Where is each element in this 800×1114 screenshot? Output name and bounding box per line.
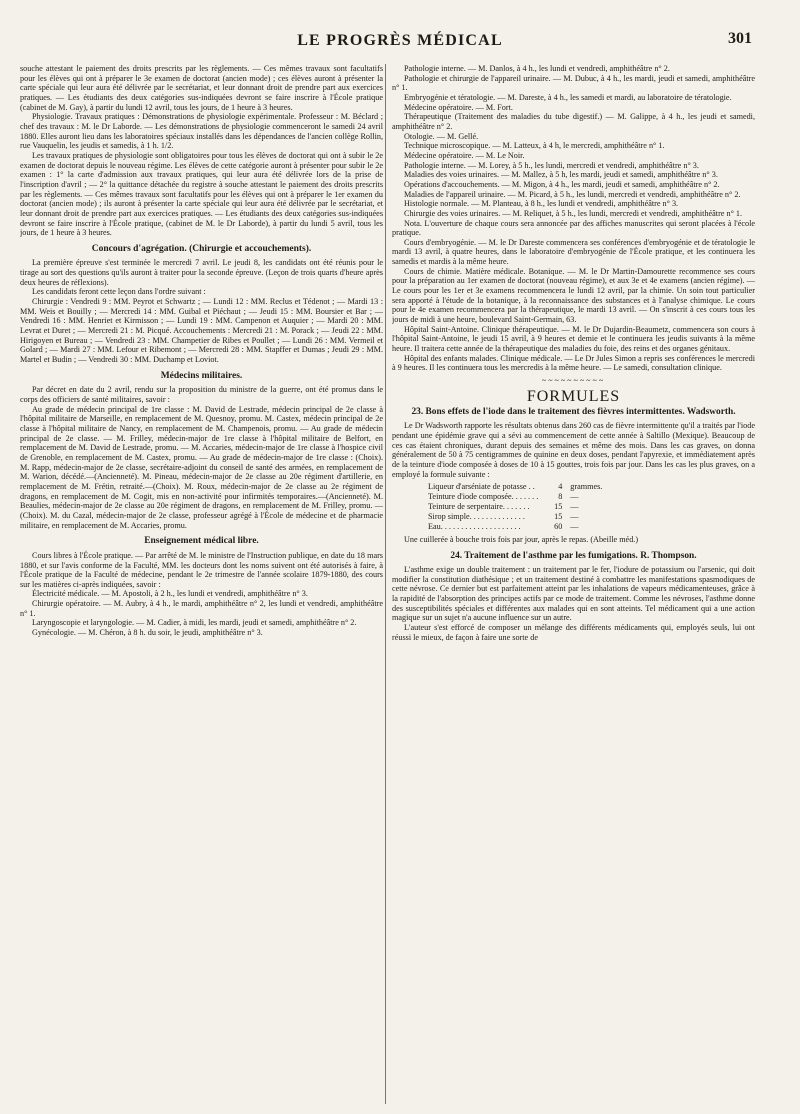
course-entry: Maladies des voies urinaires. — M. Mallez, à 5 h, les mardi, jeudi et samedi, amphithéâtre n° 3.: [404, 170, 718, 180]
article-title-24: 24. Traitement de l'asthme par les fumigations. R. Thompson.: [450, 550, 697, 561]
article-title-23: 23. Bons effets de l'iode dans le traitement des fièvres intermittentes. Wadsworth.: [411, 407, 736, 418]
course-entry: Pathologie interne. — M. Lorey, à 5 h., les lundi, mercredi et vendredi, amphithéâtre n° 3.: [404, 160, 699, 170]
recipe-item: Liqueur d'arséniate de potasse . .: [428, 482, 535, 492]
ornament-divider: ~~~~~~~~~~: [541, 376, 606, 385]
section-title-militaires: Médecins militaires.: [160, 370, 243, 381]
recipe-item: Sirop simple. . . . . . . . . . . . . .: [428, 512, 525, 522]
recipe-row: [428, 502, 608, 512]
page-number: 301: [728, 30, 752, 47]
recipe-unit: —: [570, 492, 579, 502]
recipe-qty: 8: [558, 492, 563, 502]
recipe-unit: grammes.: [570, 482, 603, 492]
paragraph: Les travaux pratiques de physiologie sont obligatoires pour tous les élèves de doctorat qui ont à subir le 2e examen de doctorat depuis le nouveau régime. Les élèves de cette catégorie auront à présenter pour subir le 2e examen : 1° la carte d'admission aux travaux pratiques, qui leur aura été délivrée lors de la prise de l'inscription d'avril ; — 2° la quittance détachée du registre à souche attestant le paiement des droits prescrits par les règlements. — Ces mêmes travaux sont facultatifs pour les élèves qui ont à préparer le 1er examen du doctorat (ancien mode) ; ils auront à présenter la carte spéciale qui leur aura été délivrée par le secrétariat, et leur donnant droit de prendre part aux exercices pratiques. — Les étudiants des deux catégories sus-indiquées devront se faire inscrire à l'École pratique, (cabinet de M. le Dr Laborde), à partir du lundi 5 avril, tous les jours, de 1 heure à 3 heures.: [20, 150, 383, 238]
paragraph: Cours libres à l'École pratique. — Par arrêté de M. le ministre de l'Instruction publique, en date du 18 mars 1880, et sur l'avis conforme de la Faculté, MM. les docteurs dont les noms suivent ont été autorisés à faire, à l'École pratique de la Faculté de médecine, pendant le 2e trimestre de l'année scolaire 1879-1880, des cours sur les matières ci-après indiquées, savoir :: [20, 550, 383, 589]
paragraph: L'asthme exige un double traitement : un traitement par le fer, l'iodure de potassium ou l'arsenic, qui doit modifier la constitution diathésique ; et un traitement destiné à combattre les manifestations spasmodiques de cette névrose. Ce dernier but est parfaitement atteint par les inhalations de vapeurs médicamenteuses, grâce à la rapidité de l'absorption des principes actifs par ce mode de traitement. Comme les névroses, l'asthme donne des susceptibilités spéciales et différentes aux malades qui en sont atteints. Tel médicament qui a une action magique sur un sujet n'a aucune influence sur un autre.: [392, 564, 755, 623]
course-entry: Technique microscopique. — M. Latteux, à 4 h, le mercredi, amphithéâtre n° 1.: [404, 141, 665, 151]
course-entry: Maladies de l'appareil urinaire. — M. Picard, à 5 h., les lundi, mercredi et vendredi, amphithéâtre n° 2.: [404, 189, 741, 199]
course-entry: Thérapeutique (Traitement des maladies du tube digestif.) — M. Galippe, à 4 h., les jeudi et samedi, amphithéâtre n° 2.: [392, 112, 755, 131]
page-header: [20, 18, 780, 58]
course-entry: Pathologie et chirurgie de l'appareil urinaire. — M. Dubuc, à 4 h., les mardi, jeudi et samedi, amphithéâtre n° 1.: [392, 73, 755, 93]
recipe-qty: 15: [554, 512, 563, 522]
recipe-row: [428, 522, 608, 532]
running-title: LE PROGRÈS MÉDICAL: [297, 32, 503, 49]
course-entry: Hôpital des enfants malades. Clinique médicale. — Le Dr Jules Simon a repris ses conférences le mercredi à 9 heures. Il les continuera tous les mercredis à la même heure. — Le samedi, consultation clinique.: [392, 353, 755, 373]
course-entry: Cours de chimie. Matière médicale. Botanique. — M. le Dr Martin-Damourette recommence ses cours pour la préparation au 1er examen de doctorat (nouveau régime), et aux 3e et 4e examens (ancien régime). — Le cours pour les 1er et 3e examens recommencera le lundi 12 avril, par la chimie. Un soin tout particulier sera apporté à l'étude de la botanique, à la reconnaissance des substances et à l'analyse chimique. Le cours pour le 4e examen recommencera par la thérapeutique, le mardi 13 avril. — On s'inscrit à ces cours tous les jours de midi à une heure, boulevard Saint-Germain, 63.: [392, 266, 755, 325]
course-entry: Opérations d'accouchements. — M. Migon, à 4 h., les mardi, jeudi et samedi, amphithéâtre n° 2.: [404, 179, 720, 189]
left-column: [20, 64, 383, 1104]
recipe-row: [428, 492, 608, 502]
section-title-formules: FORMULES: [526, 387, 621, 405]
paragraph: La première épreuve s'est terminée le mercredi 7 avril. Le jeudi 8, les candidats ont été réunis pour le tirage au sort des questions qu'ils auront à traiter pour la seconde épreuve. (Leçon de trois quarts d'heure après deux heures de réflexions).: [20, 258, 383, 287]
course-entry: Nota. L'ouverture de chaque cours sera annoncée par des affiches manuscrites qui seront placées à l'école pratique.: [392, 218, 755, 238]
section-title-enseignement-libre: Enseignement médical libre.: [144, 536, 259, 547]
recipe-qty: 15: [554, 502, 563, 512]
recipe-table: [428, 482, 608, 532]
paragraph: Électricité médicale. — M. Apostoli, à 2 h., les lundi et vendredi, amphithéâtre n° 3.: [32, 589, 308, 599]
paragraph: Le Dr Wadsworth rapporte les résultats obtenus dans 260 cas de fièvre intermittente qu'il a traités par l'iode pendant une épidémie grave qui a sévi au commencement de cette année à Saltillo (Mexique). Beaucoup de ces cas étaient chroniques, durant depuis des semaines et même des mois. Dans les cas graves, on donna généralement de 50 à 75 centigrammes de quinine en deux doses, pendant l'apyrexie, et immédiatement après de la teinture d'iode composée à doses de 10 à 15 gouttes, trois fois par jour. Dans les cas les plus graves, on a employé la formule suivante :: [392, 421, 755, 479]
paragraph: Laryngoscopie et laryngologie. — M. Cadier, à midi, les mardi, jeudi et samedi, amphithéâtre n° 2.: [32, 618, 357, 628]
course-entry: Médecine opératoire. — M. Le Noir.: [404, 150, 525, 160]
course-entry: Histologie normale. — M. Planteau, à 8 h., les lundi et vendredi, amphithéâtre n° 3.: [404, 199, 679, 209]
course-entry: Médecine opératoire. — M. Fort.: [404, 102, 513, 112]
right-column: [392, 64, 755, 1104]
section-title-agregation: Concours d'agrégation. (Chirurgie et accouchements).: [91, 243, 312, 254]
column-divider: [385, 64, 386, 1104]
recipe-row: [428, 482, 608, 492]
paragraph: Au grade de médecin principal de 1re classe : M. David de Lestrade, médecin principal de 2e classe à l'hôpital militaire de Marseille, en remplacement de M. Quesnoy, promu. M. Castex, médecin principal de 2e classe à l'hôpital militaire de Nancy, en remplacement de M. Champenois, promu. — Au grade de médecin principal de 2e classe. — M. Frilley, médecin-major de 1re classe à l'hôpital militaire de Belfort, en remplacement de M. David de Lestrade, promu. — M. Accaries, médecin-major de 1re classe à l'hospice civil de Grenoble, en remplacement de M. Castex, promu. — Au grade de médecin-major de 1re classe : (Choix). M. Rapp, médecin-major de 2e classe, secrétaire-adjoint du conseil de santé des armées, en remplacement de M. Warion, décédé.—(Ancienneté). M. Pineau, médecin-major de 2e classe au 20e régiment d'artillerie, en remplacement de M. Frétin, retraité.—(Choix). M. Roux, médecin-major de 2e classe au 2e régiment de dragons, en remplacement de M. Cogit, mis en non-activité pour infirmités temporaires.—(Ancienneté). M. Beaulies, médecin-major de 2e classe au 20e régiment de dragons, en remplacement de M. Frilley, promu. — (Choix). M. du Cazal, médecin-major de 2e classe, professeur agrégé à l'École de médecine et de pharmacie militaire, en remplacement de M. Accaries, promu.: [20, 404, 383, 530]
course-entry: Hôpital Saint-Antoine. Clinique thérapeutique. — M. le Dr Dujardin-Beaumetz, commencera son cours à l'hôpital Saint-Antoine, le jeudi 15 avril, à 9 heures et demie et le continuera les jeudis suivants à la même heure. Il traitera cette année de la thérapeutique des maladies du foie, des reins et des organes génitaux.: [392, 324, 755, 354]
paragraph: Chirurgie : Vendredi 9 : MM. Peyrot et Schwartz ; — Lundi 12 : MM. Reclus et Tédenot ; — Mardi 13 : MM. Weis et Bouilly ; — Mercredi 14 : MM. Guibal et Piéchaut ; — Jeudi 15 : MM. Boursier et Bar ; — Vendredi 16 : MM. Henriet et Kirmisson ; — Lundi 19 : MM. Campenon et Auquier ; — Mardi 20 : MM. Levrat et Duret ; — Mercredi 21 : M. Picqué. Accouchements : Mercredi 21 : M. Porack ; — Jeudi 22 : MM. Hirigoyen et Bureau ; — Vendredi 23 : MM. Champetier de Ribes et Poullet ; — Lundi 26 : MM. Vermeil et Golard ; — Mardi 27 : MM. Lefour et Ribemont ; — Mercredi 28 : MM. Stapffer et Dumas ; Jeudi 29 : MM. Martel et Budin ; — Vendredi 30 : MM. Duchamp et Loviot.: [20, 297, 383, 365]
course-entry: Cours d'embryogénie. — M. le Dr Dareste commencera ses conférences d'embryogénie et de tératologie le mardi 13 avril, à quatre heures, dans le laboratoire d'embryogénie de l'École pratique, et les continuera les samedis et mardis à la même heure.: [392, 237, 755, 267]
course-entry: Embryogénie et tératologie. — M. Dareste, à 4 h., les samedi et mardi, au laboratoire de tératologie.: [404, 92, 732, 102]
course-entry: Pathologie interne. — M. Danlos, à 4 h., les lundi et vendredi, amphithéâtre n° 2.: [404, 64, 670, 73]
course-entry: Chirurgie des voies urinaires. — M. Reliquet, à 5 h., les lundi, mercredi et vendredi, amphithéâtre n° 1.: [404, 208, 743, 218]
paragraph: Chirurgie opératoire. — M. Aubry, à 4 h., le mardi, amphithéâtre n° 2, les lundi et vendredi, amphithéâtre n° 1.: [20, 599, 383, 618]
paragraph: L'auteur s'est efforcé de composer un mélange des différents médicaments qui, employés seuls, lui ont réussi le mieux, de façon à faire une sorte de: [392, 622, 755, 642]
recipe-unit: —: [570, 512, 579, 522]
recipe-unit: —: [570, 522, 579, 532]
recipe-item: Teinture de serpentaire. . . . . . .: [428, 502, 530, 512]
recipe-item: Teinture d'iode composée. . . . . . .: [428, 492, 539, 502]
paragraph: Par décret en date du 2 avril, rendu sur la proposition du ministre de la guerre, ont été promus dans le corps des officiers de santé militaires, savoir :: [20, 385, 383, 404]
recipe-qty: 4: [558, 482, 563, 492]
paragraph: souche attestant le paiement des droits prescrits par les règlements. — Ces mêmes travaux sont facultatifs pour les élèves qui ont à préparer le 3e examen de doctorat (ancien mode) ; ces élèves auront à présenter la carte spéciale qui leur aura été délivrée par le secrétariat, et leur donnant droit de prendre part aux exercices pratiques. — Les étudiants des deux catégories sus-indiquées devront se faire inscrire à l'École pratique (cabinet de M. Gay), à partir du lundi 12 avril, tous les jours, de 1 heure à 3 heures.: [20, 64, 383, 112]
paragraph: Les candidats feront cette leçon dans l'ordre suivant :: [32, 287, 206, 297]
course-entry: Otologie. — M. Gellé.: [404, 131, 479, 141]
paragraph: Gynécologie. — M. Chéron, à 8 h. du soir, le jeudi, amphithéâtre n° 3.: [32, 628, 263, 638]
paragraph: Une cuillerée à bouche trois fois par jour, après le repas. (Abeille méd.): [404, 535, 639, 545]
recipe-unit: —: [570, 502, 579, 512]
paragraph: Physiologie. Travaux pratiques : Démonstrations de physiologie expérimentale. Professeur : M. Béclard ; chef des travaux : M. le Dr Laborde. — Les démonstrations de physiologie commenceront le samedi 24 avril 1880. Elles auront lieu dans les laboratoires spéciaux installés dans les dépendances de l'ancien collège Rollin, rue Vauquelin, les jeudis et samedis, à 1 h. 1/2.: [20, 112, 383, 151]
recipe-item: Eau. . . . . . . . . . . . . . . . . . . .: [428, 522, 521, 532]
recipe-row: [428, 512, 608, 522]
recipe-qty: 60: [554, 522, 563, 532]
